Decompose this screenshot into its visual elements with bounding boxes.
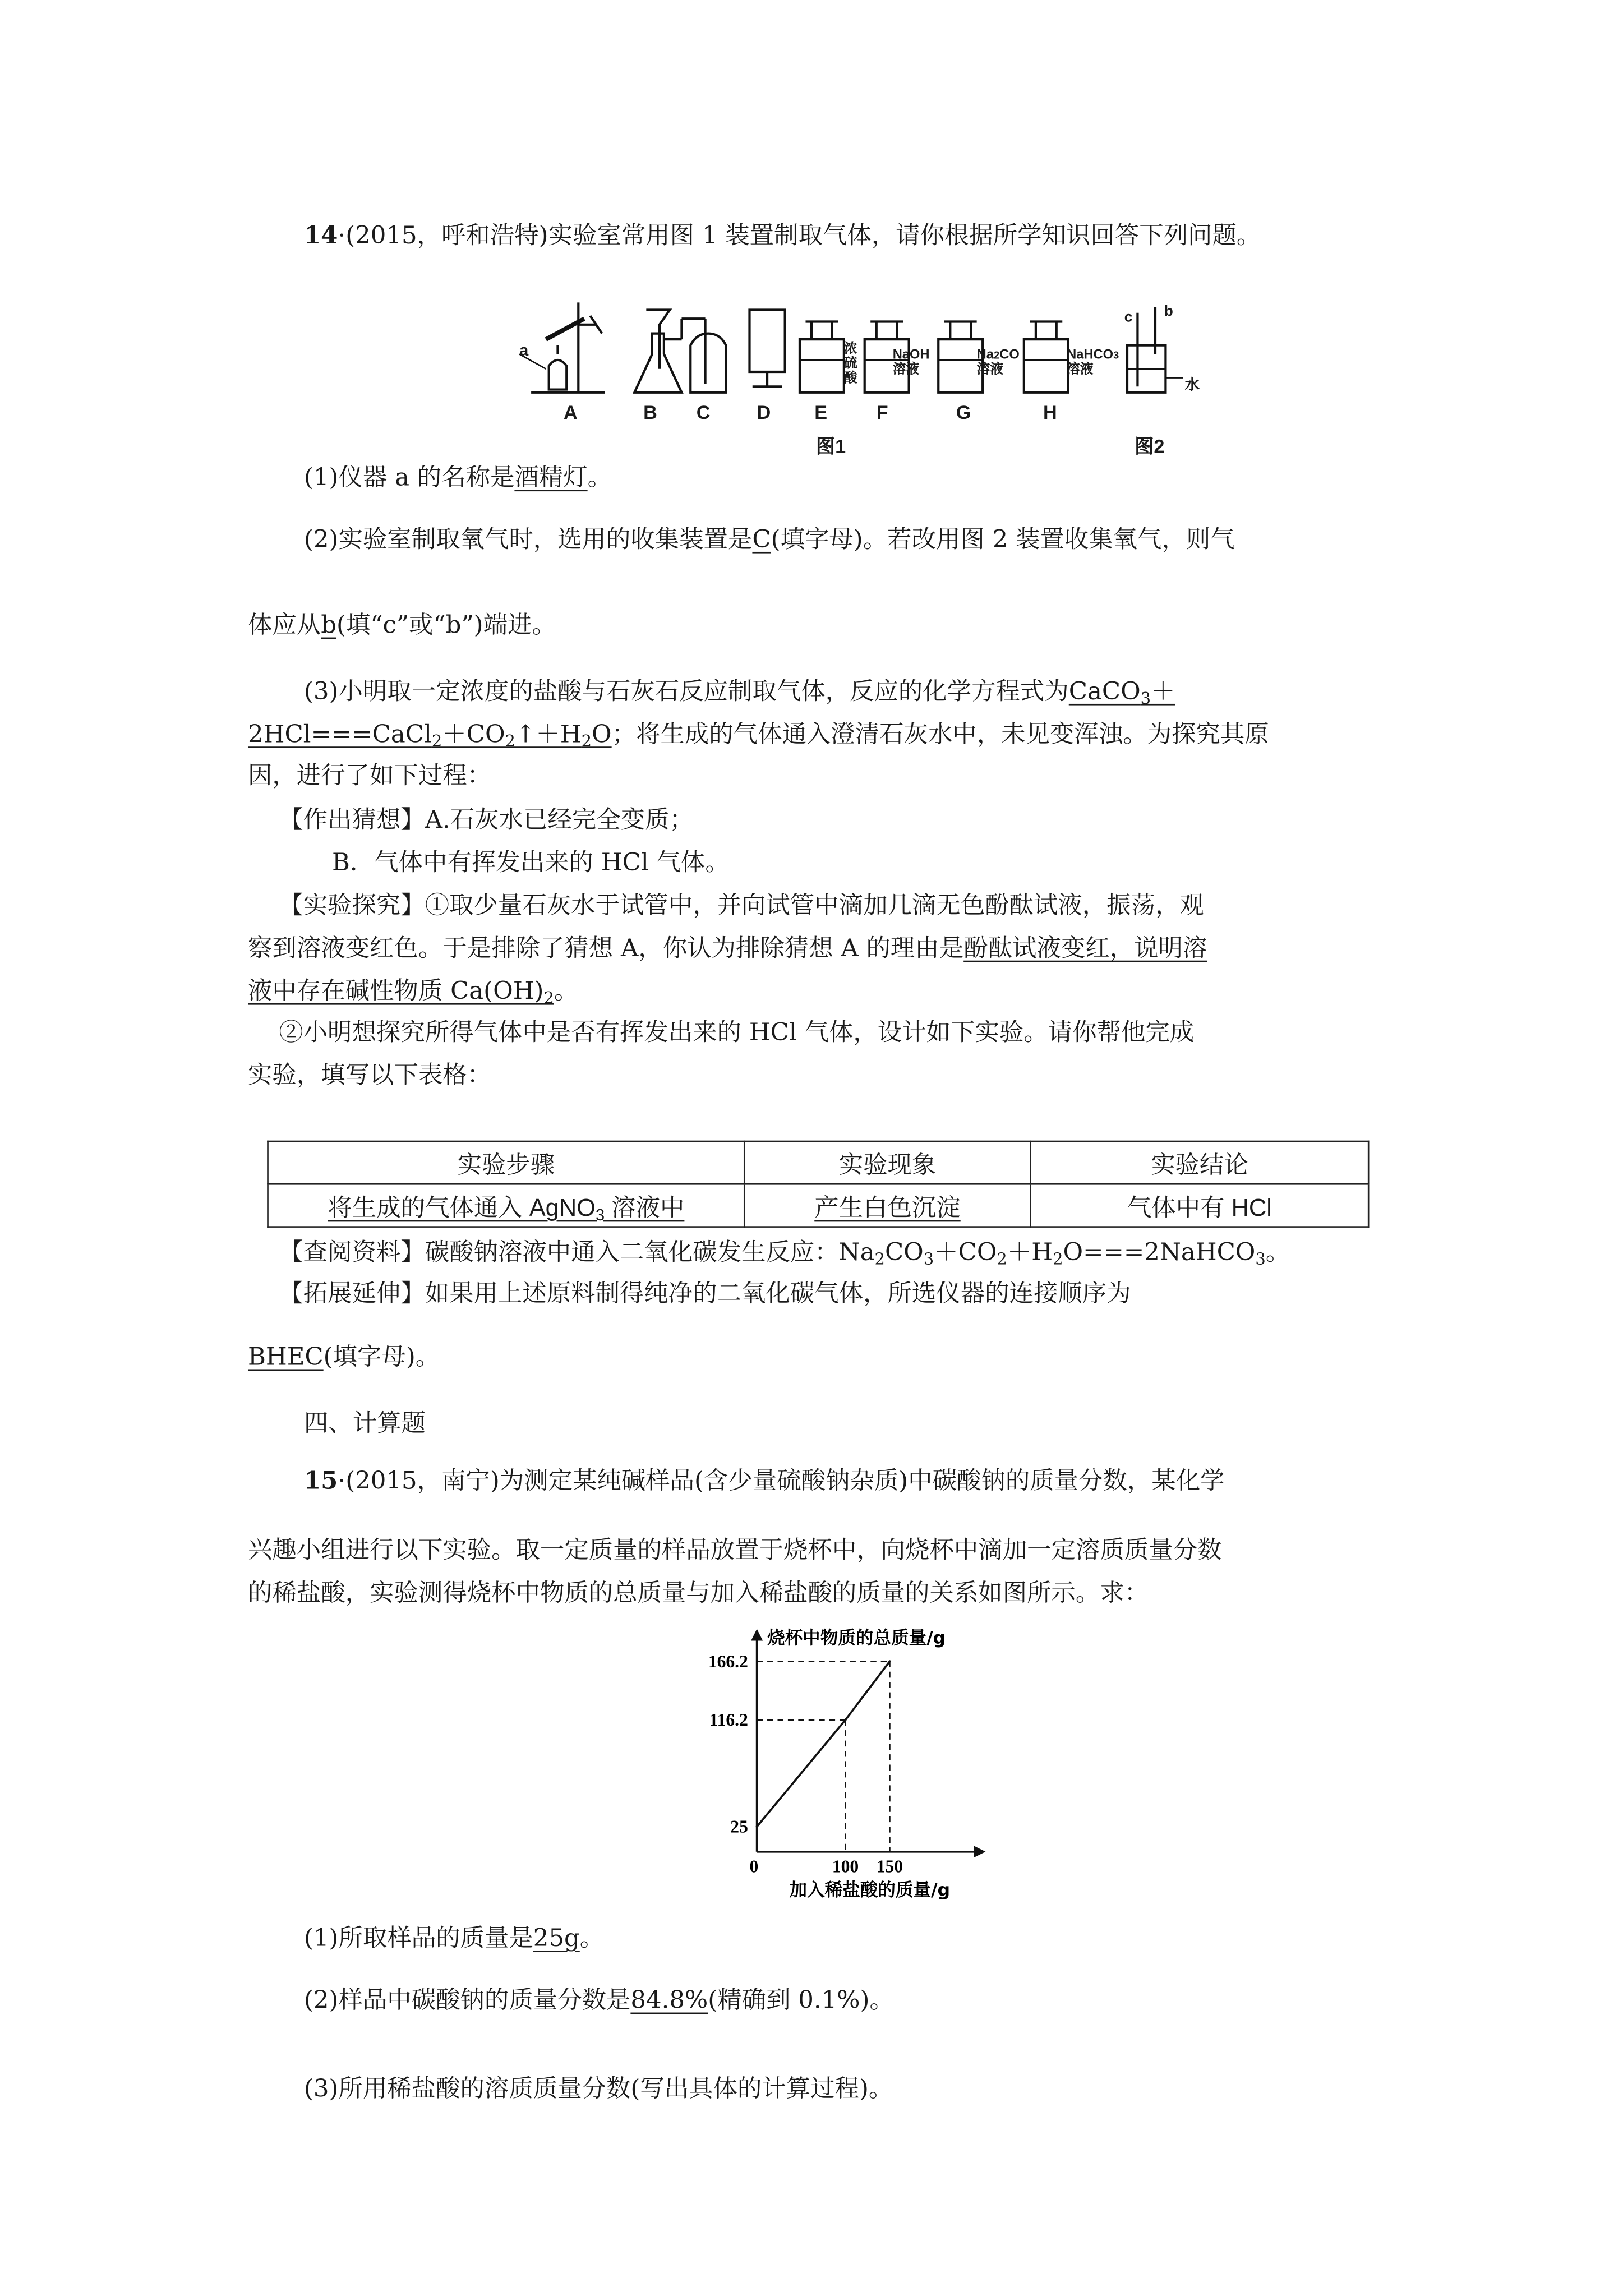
extension-line2: BHEC(填字母)。 (247, 1343, 440, 1371)
q14-number: 14 (303, 221, 338, 250)
mass-chart (679, 1620, 1018, 1915)
y-axis-title: 烧杯中物质的总质量/g (767, 1628, 946, 1648)
figure-2-label: 图2 (1135, 435, 1165, 458)
explore-line5: 实验，填写以下表格： (247, 1061, 492, 1089)
table-header-row (268, 1141, 1369, 1184)
answer-connect-order: BHEC (247, 1343, 324, 1371)
q14-stem: ·(2015，呼和浩特)实验室常用图 1 装置制取气体，请你根据所学知识回答下列问题。 (338, 221, 1261, 250)
q14-part3-line3: 因，进行了如下过程： (247, 761, 492, 790)
apparatus-letter-a: A (564, 401, 578, 424)
apparatus-letter-g: G (956, 401, 971, 424)
answer-reason-part1: 酚酞试液变红，说明溶 (963, 934, 1207, 962)
q15-part2: (2)样品中碳酸钠的质量分数是84.8%(精确到 0.1%)。 (303, 1986, 894, 2014)
instrument-a-label: a (519, 342, 529, 360)
extension-line1: 【拓展延伸】如果用上述原料制得纯净的二氧化碳气体，所选仪器的连接顺序为 (279, 1279, 1131, 1307)
table-header-cell: 实验步骤 (268, 1141, 745, 1184)
q14-part2: (2)实验室制取氧气时，选用的收集装置是C(填字母)。若改用图 2 装置收集氧气，则气 (303, 525, 1235, 554)
table-header-cell: 实验结论 (1031, 1141, 1368, 1184)
apparatus-b (634, 310, 705, 392)
x-axis-arrow (974, 1846, 985, 1857)
answer-instrument-a: 酒精灯 (514, 463, 588, 492)
table-cell-phenomenon: 产生白色沉淀 (744, 1184, 1030, 1227)
q14-part3-line1: (3)小明取一定浓度的盐酸与石灰石反应制取气体，反应的化学方程式为CaCO$_3$＋ (303, 677, 1175, 708)
hypothesis-b: B．气体中有挥发出来的 HCl 气体。 (331, 848, 730, 877)
table-header-cell: 实验现象 (744, 1141, 1030, 1184)
bottle-g-label: Na2CO 溶液 (976, 347, 1020, 376)
apparatus-c (690, 319, 726, 393)
explore-line1: 【实验探究】①取少量石灰水于试管中，并向试管中滴加几滴无色酚酞试液，振荡，观 (279, 891, 1204, 920)
apparatus-letter-c: C (696, 401, 711, 424)
apparatus-fig2 (1127, 307, 1183, 393)
apparatus-e (800, 322, 844, 393)
origin-label: 0 (749, 1856, 759, 1877)
table-cell-conclusion: 气体中有 HCl (1031, 1184, 1368, 1227)
apparatus-d (749, 310, 785, 386)
experiment-table (267, 1141, 1369, 1228)
answer-collect-device: C (752, 525, 771, 554)
y-tick-label: 116.2 (709, 1710, 748, 1730)
data-point (888, 1660, 891, 1662)
x-tick-label: 150 (876, 1856, 903, 1877)
bottle-e-label: 浓 硫 酸 (843, 340, 857, 385)
lookup-info: 【查阅资料】碳酸钠溶液中通入二氧化碳发生反应：$Na_2CO_3+CO_2+H_2O===2NaHCO_3$。 (279, 1238, 1290, 1269)
apparatus-letter-b: B (643, 401, 657, 424)
y-axis-arrow (751, 1629, 763, 1641)
apparatus-g (938, 322, 983, 393)
answer-equation-start: CaCO$_3$＋ (1068, 677, 1175, 708)
hypothesis-a: 【作出猜想】A.石灰水已经完全变质； (279, 805, 694, 834)
apparatus-h (1024, 322, 1068, 393)
port-b-label: b (1164, 303, 1173, 320)
q15-line1: 15·(2015，南宁)为测定某纯碱样品(含少量硫酸钠杂质)中碳酸钠的质量分数，某化学 (303, 1467, 1225, 1495)
bottle-f-label: NaOH 溶液 (892, 347, 930, 376)
water-label: 水 (1184, 377, 1200, 394)
section-title: 四、计算题 (303, 1409, 426, 1437)
q14-part2-cont: 体应从b(填“c”或“b”)端进。 (247, 611, 556, 639)
data-point (756, 1825, 758, 1828)
apparatus-letter-e: E (814, 401, 828, 424)
q15-part3: (3)所用稀盐酸的溶质质量分数(写出具体的计算过程)。 (303, 2074, 893, 2103)
apparatus-letter-f: F (876, 401, 888, 424)
table-row (268, 1184, 1369, 1227)
table-cell-step: 将生成的气体通入 AgNO$_3$ 溶液中 (268, 1184, 745, 1227)
q15-part1: (1)所取样品的质量是25g。 (303, 1924, 605, 1952)
data-point (844, 1719, 846, 1721)
x-tick-label: 100 (832, 1856, 859, 1877)
y-tick-label: 25 (730, 1816, 748, 1837)
q15-line2: 兴趣小组进行以下实验。取一定质量的样品放置于烧杯中，向烧杯中滴加一定溶质质量分数 (247, 1536, 1222, 1564)
q14-part3-line2: $2HCl===CaCl_2+CO_2↑+H_2O$；将生成的气体通入澄清石灰水中，未见变浑浊。为探究其原 (247, 720, 1269, 751)
answer-sample-mass: 25g (533, 1924, 580, 1952)
explore-line3: 液中存在碱性物质 $Ca(OH)_2$。 (247, 976, 579, 1008)
figure-1-label: 图1 (815, 435, 846, 458)
explore-line4: ②小明想探究所得气体中是否有挥发出来的 HCl 气体，设计如下实验。请你帮他完成 (279, 1018, 1195, 1046)
port-c-label: c (1124, 310, 1133, 326)
answer-inlet-port: b (321, 611, 337, 639)
apparatus-letter-h: H (1043, 401, 1057, 424)
series-line (757, 1661, 890, 1827)
q14-part1: (1)仪器 a 的名称是酒精灯。 (303, 463, 612, 492)
y-tick-label: 166.2 (708, 1651, 748, 1671)
q14-header (303, 221, 1261, 250)
q15-line3: 的稀盐酸，实验测得烧杯中物质的总质量与加入稀盐酸的质量的关系如图所示。求： (247, 1579, 1149, 1607)
q15-number: 15 (303, 1467, 338, 1495)
answer-reason-part2: 液中存在碱性物质 $Ca(OH)_2$ (247, 976, 554, 1008)
explore-line2: 察到溶液变红色。于是排除了猜想 A，你认为排除猜想 A 的理由是酚酞试液变红，说明溶 (247, 934, 1207, 962)
bottle-h-label: NaHCO3 溶液 (1067, 347, 1119, 376)
apparatus-letter-d: D (757, 401, 771, 424)
answer-equation-end: $2HCl===CaCl_2+CO_2↑+H_2O$ (247, 720, 612, 751)
answer-mass-fraction: 84.8% (630, 1986, 708, 2014)
apparatus-a (519, 302, 605, 392)
x-axis-title: 加入稀盐酸的质量/g (789, 1880, 951, 1901)
